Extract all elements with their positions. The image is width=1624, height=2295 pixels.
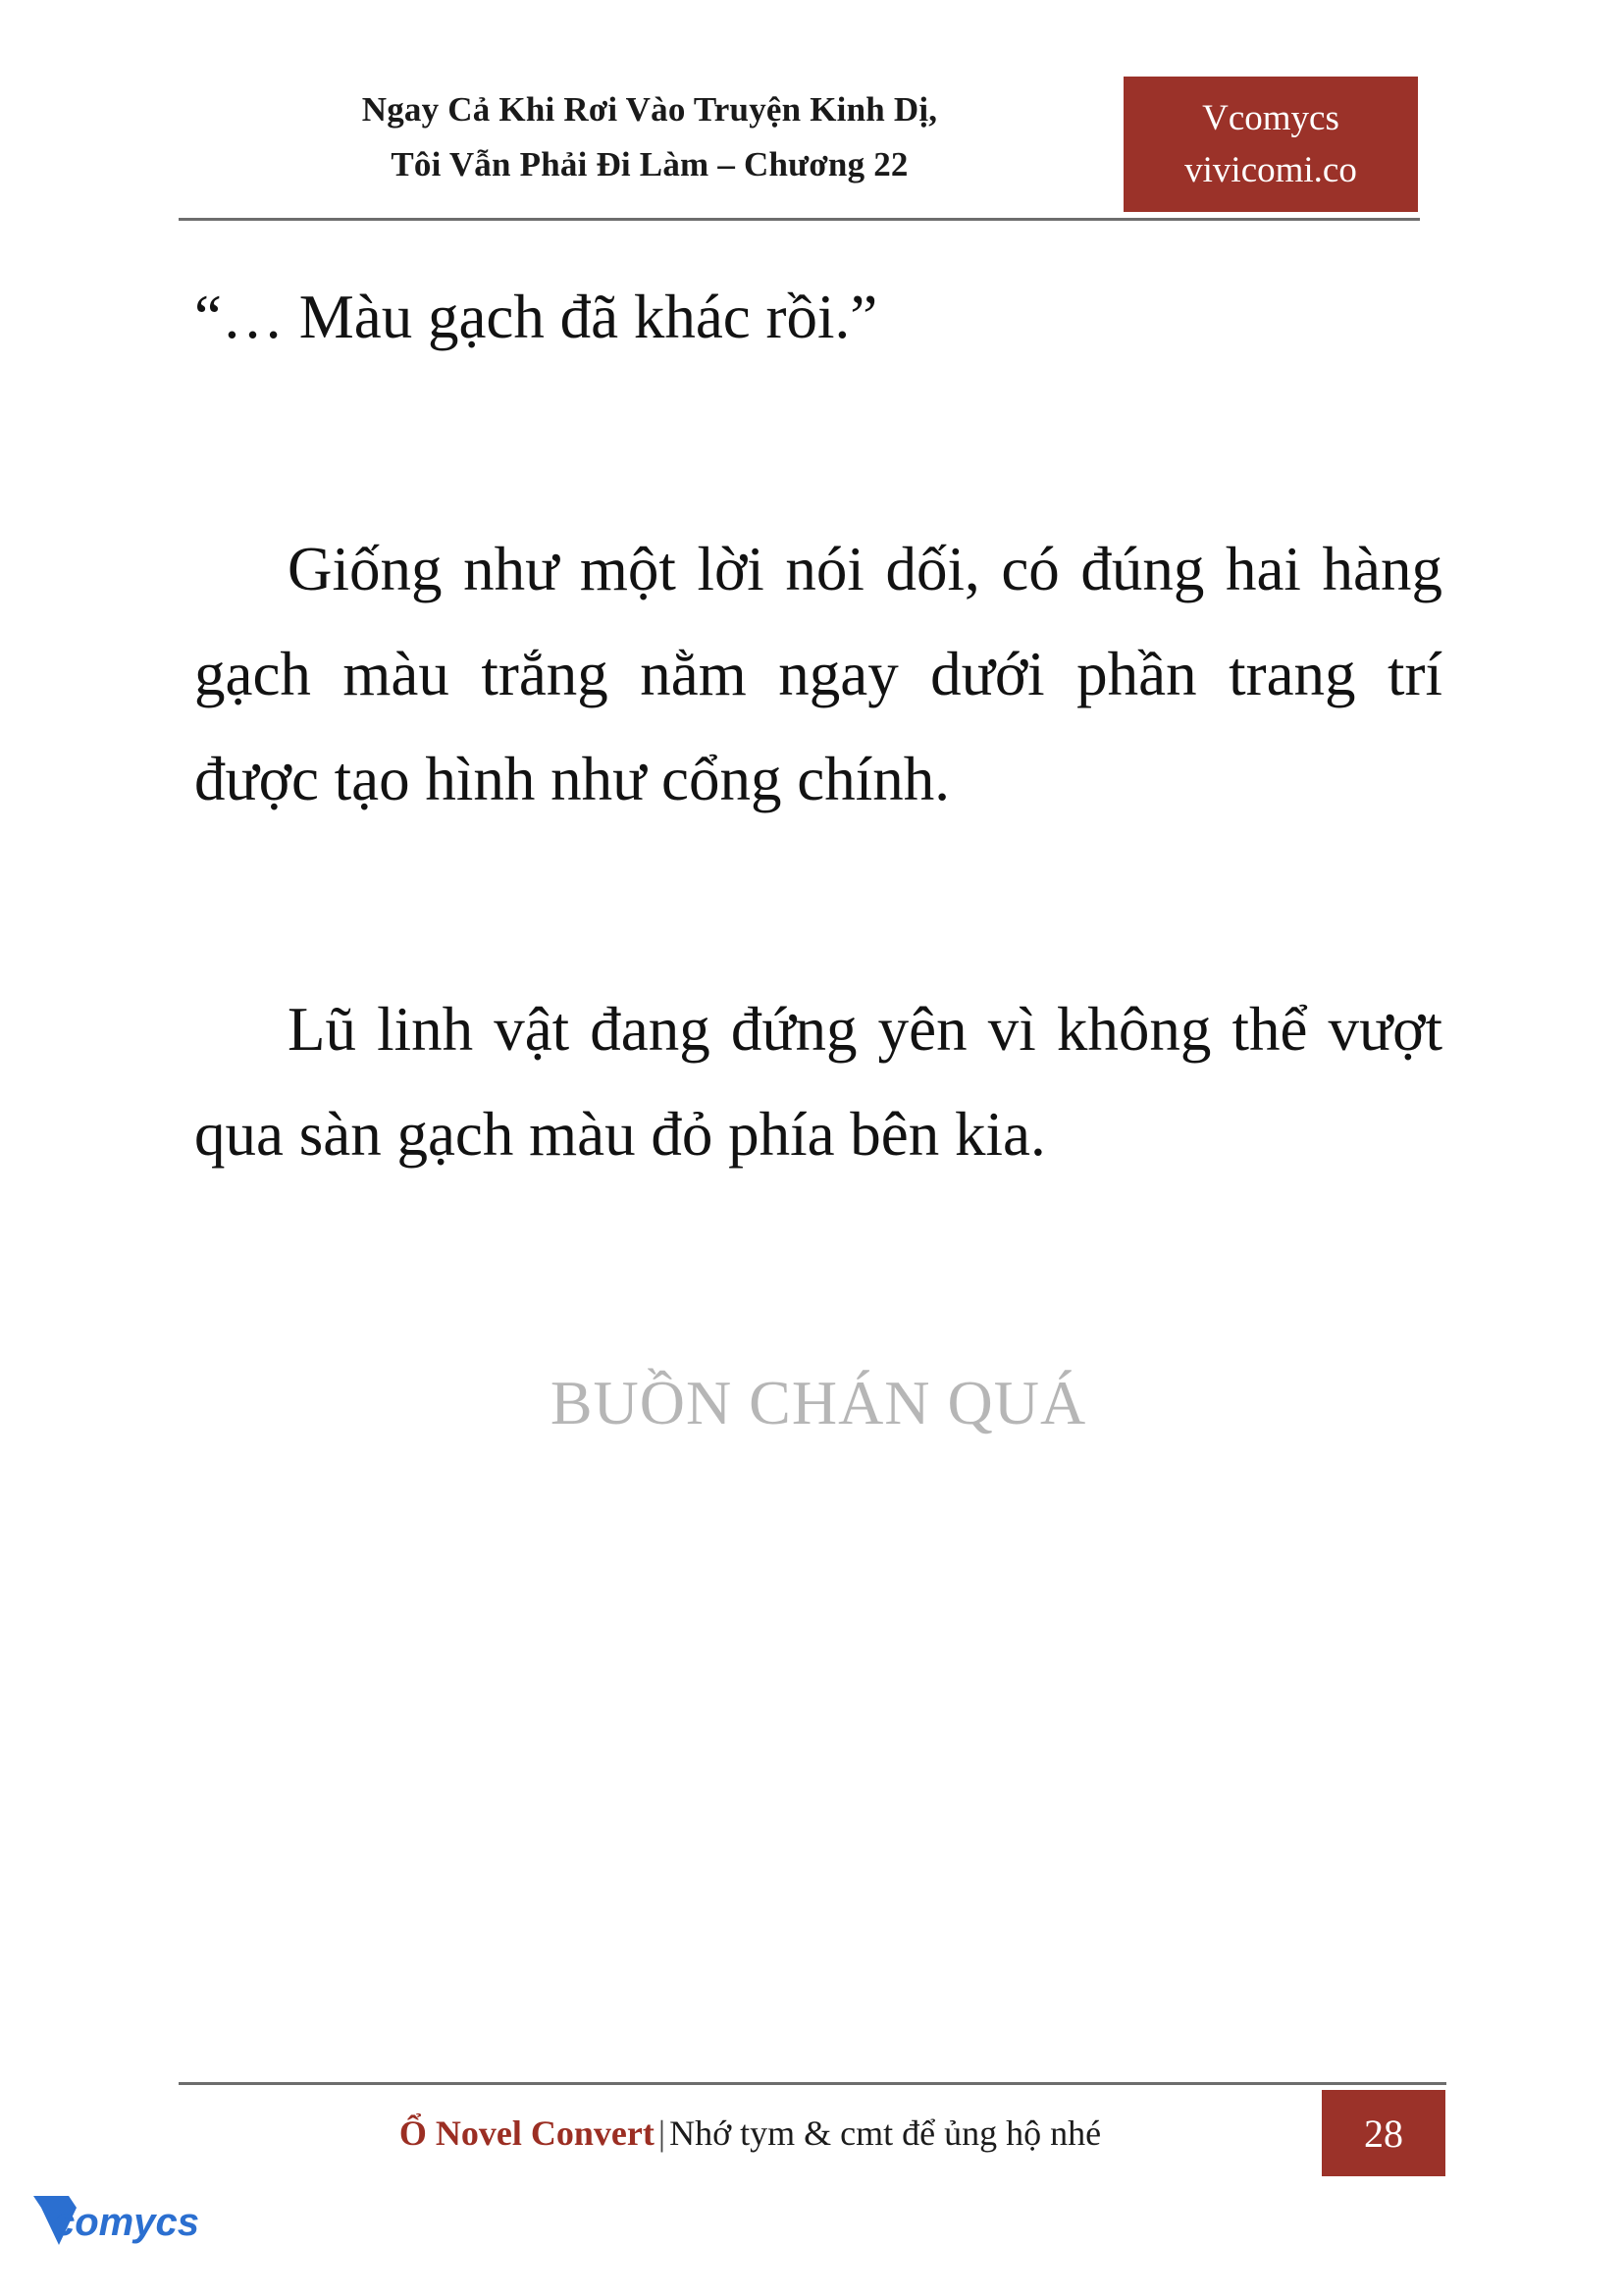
site-badge [1124,77,1418,212]
page-number: 28 [1322,2090,1445,2176]
paragraph-2: Giống như một lời nói dối, có đúng hai hàng gạch màu trắng nằm ngay dưới phần trang trí được tạo hình như cổng chính. [194,535,1442,813]
page-footer [179,2082,1446,2200]
footer-brand: Ổ Novel Convert [398,2113,655,2153]
page-header [179,82,1446,220]
site-badge-url: vivicomi.co [1184,150,1357,190]
page-content [194,265,1442,1442]
sound-effect-text: BUỒN CHÁN QUÁ [550,1368,1087,1437]
paragraph-spacer [194,832,1442,977]
site-badge-name: Vcomycs [1202,98,1339,138]
page-title-line-1: Ngay Cả Khi Rơi Vào Truyện Kinh Dị, [361,90,938,129]
vcomycs-logo-icon [29,2186,255,2270]
page-title-line-2: Tôi Vẫn Phải Đi Làm – Chương 22 [391,145,909,183]
footer-divider [179,2082,1446,2085]
footer-note: Nhớ tym & cmt để ủng hộ nhé [669,2113,1102,2153]
footer-credit [179,2100,1322,2166]
paragraph-1: “… Màu gạch đã khác rồi.” [194,283,878,351]
svg-text:comycs: comycs [53,2201,199,2244]
page-title [179,82,1121,192]
header-divider [179,218,1420,221]
vcomycs-watermark-logo [29,2186,255,2270]
footer-separator: | [657,2113,666,2153]
paragraph-3: Lũ linh vật đang đứng yên vì không thể vượt qua sàn gạch màu đỏ phía bên kia. [194,995,1442,1169]
